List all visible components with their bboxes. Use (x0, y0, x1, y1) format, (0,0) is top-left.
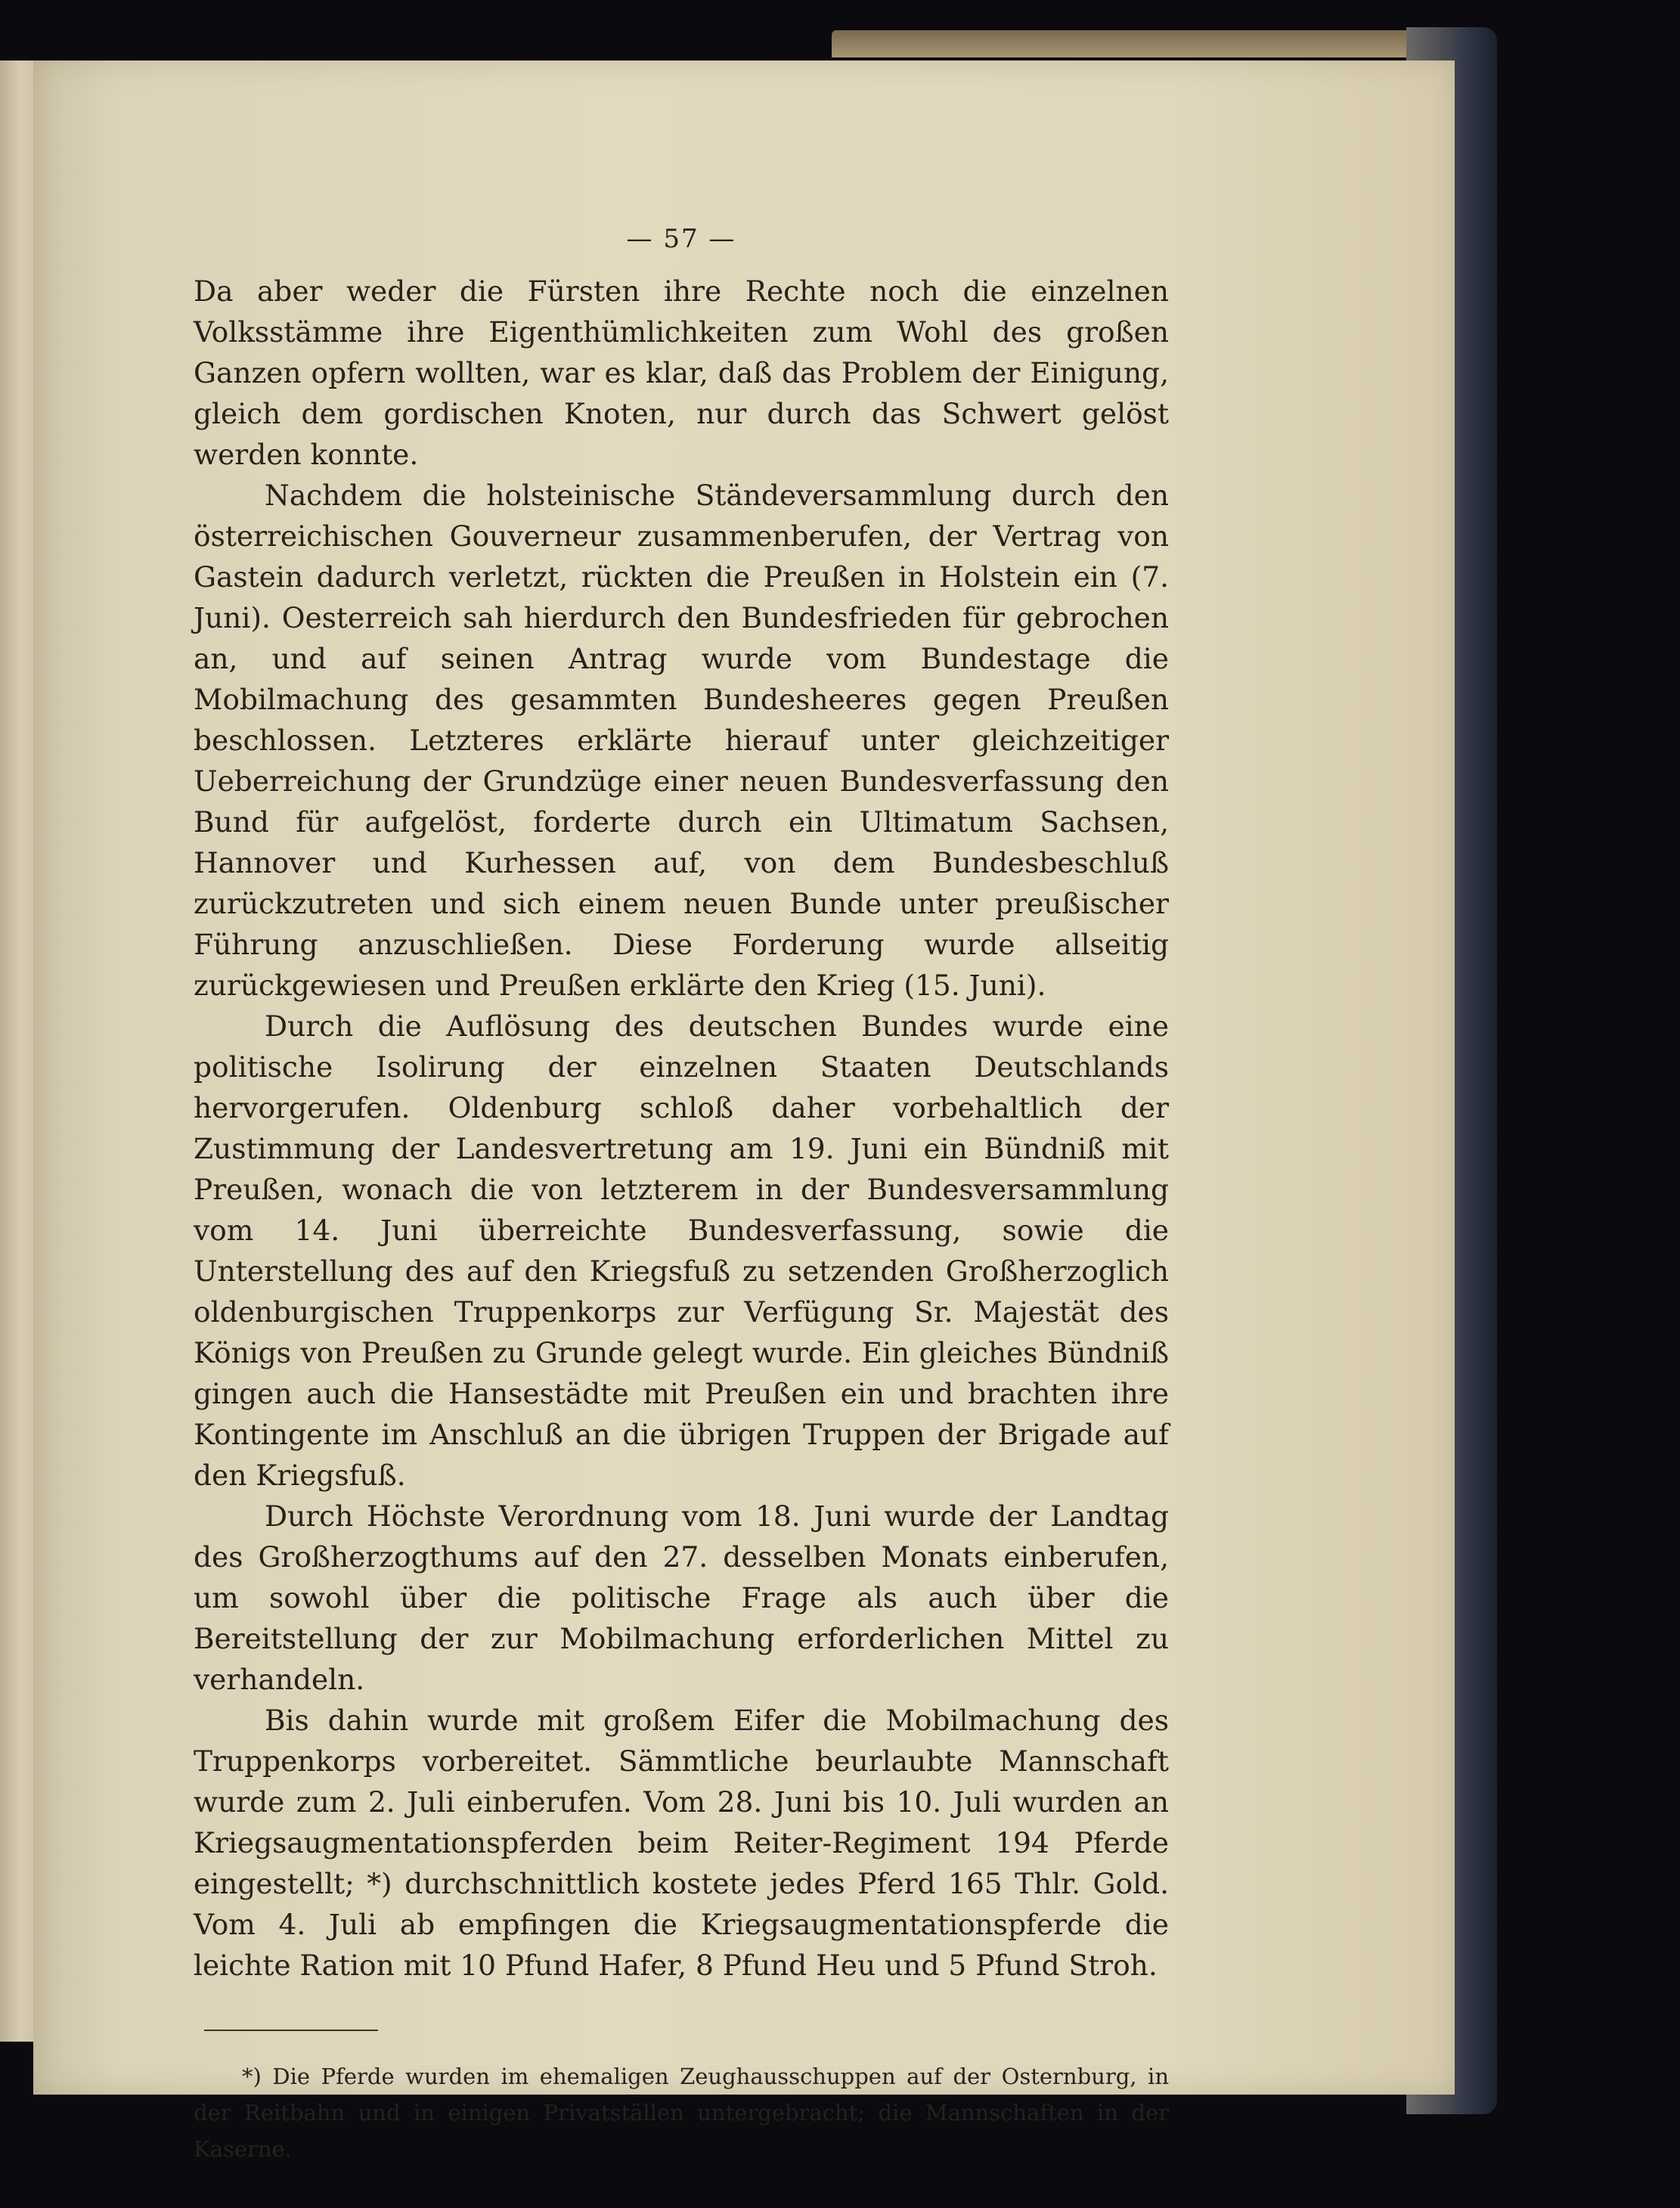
facing-page-edge (0, 60, 36, 2042)
page-number: — 57 — (626, 224, 736, 254)
page-content (194, 224, 1169, 2167)
book-cover-top-edge (832, 30, 1459, 57)
paragraph-3: Durch die Auflösung des deutschen Bundes wurde eine politische Isolirung der einzelnen Staaten Deutschlands hervorgerufen. Oldenburg schloß daher vorbehaltlich der Zustimmung der Landesvertretung am 19. Juni ein Bündniß mit Preußen, wonach die von letzterem in der Bundesversammlung vom 14. Juni überreichte Bundesverfassung, sowie die Unterstellung des auf den Kriegsfuß zu setzenden Großherzoglich oldenburgischen Truppenkorps zur Verfügung Sr. Majestät des Königs von Preußen zu Grunde gelegt wurde. Ein gleiches Bündniß gingen auch die Hansestädte mit Preußen ein und brachten ihre Kontingente im Anschluß an die übrigen Truppen der Brigade auf den Kriegsfuß. (194, 1009, 1169, 1492)
paragraph-1: Da aber weder die Fürsten ihre Rechte noch die einzelnen Volksstämme ihre Eigenthümlichkeiten zum Wohl des großen Ganzen opfern wollten, war es klar, daß das Problem der Einigung, gleich dem gordischen Knoten, nur durch das Schwert gelöst werden konnte. (194, 274, 1169, 471)
paragraph-4: Durch Höchste Verordnung vom 18. Juni wurde der Landtag des Großherzogthums auf den 27. desselben Monats einberufen, um sowohl über die politische Frage als auch über die Bereitstellung der zur Mobilmachung erforderlichen Mittel zu verhandeln. (194, 1499, 1169, 1696)
paragraph-5: Bis dahin wurde mit großem Eifer die Mobilmachung des Truppenkorps vorbereitet. Sämmtliche beurlaubte Mannschaft wurde zum 2. Juli einberufen. Vom 28. Juni bis 10. Juli wurden an Kriegsaugmentationspferden beim Reiter-Regiment 194 Pferde eingestellt; *) durchschnittlich kostete jedes Pferd 165 Thlr. Gold. Vom 4. Juli ab empfingen die Kriegsaugmentationspferde die leichte Ration mit 10 Pfund Hafer, 8 Pfund Heu und 5 Pfund Stroh. (194, 1704, 1169, 1982)
footnote-divider (204, 2030, 378, 2031)
footnote: *) Die Pferde wurden im ehemaligen Zeughausschuppen auf der Osternburg, in der Reitbahn und in einigen Privatställen untergebracht; die Mannschaften in der Kaserne. (194, 2064, 1169, 2162)
paragraph-2: Nachdem die holsteinische Ständeversammlung durch den österreichischen Gouverneur zusammenberufen, der Vertrag von Gastein dadurch verletzt, rückten die Preußen in Holstein ein (7. Juni). Oesterreich sah hierdurch den Bundesfrieden für gebrochen an, und auf seinen Antrag wurde vom Bundestage die Mobilmachung des gesammten Bundesheeres gegen Preußen beschlossen. Letzteres erklärte hierauf unter gleichzeitiger Ueberreichung der Grundzüge einer neuen Bundesverfassung den Bund für aufgelöst, forderte durch ein Ultimatum Sachsen, Hannover und Kurhessen auf, von dem Bundesbeschluß zurückzutreten und sich einem neuen Bunde unter preußischer Führung anzuschließen. Diese Forderung wurde allseitig zurückgewiesen und Preußen erklärte den Krieg (15. Juni). (194, 479, 1169, 1002)
